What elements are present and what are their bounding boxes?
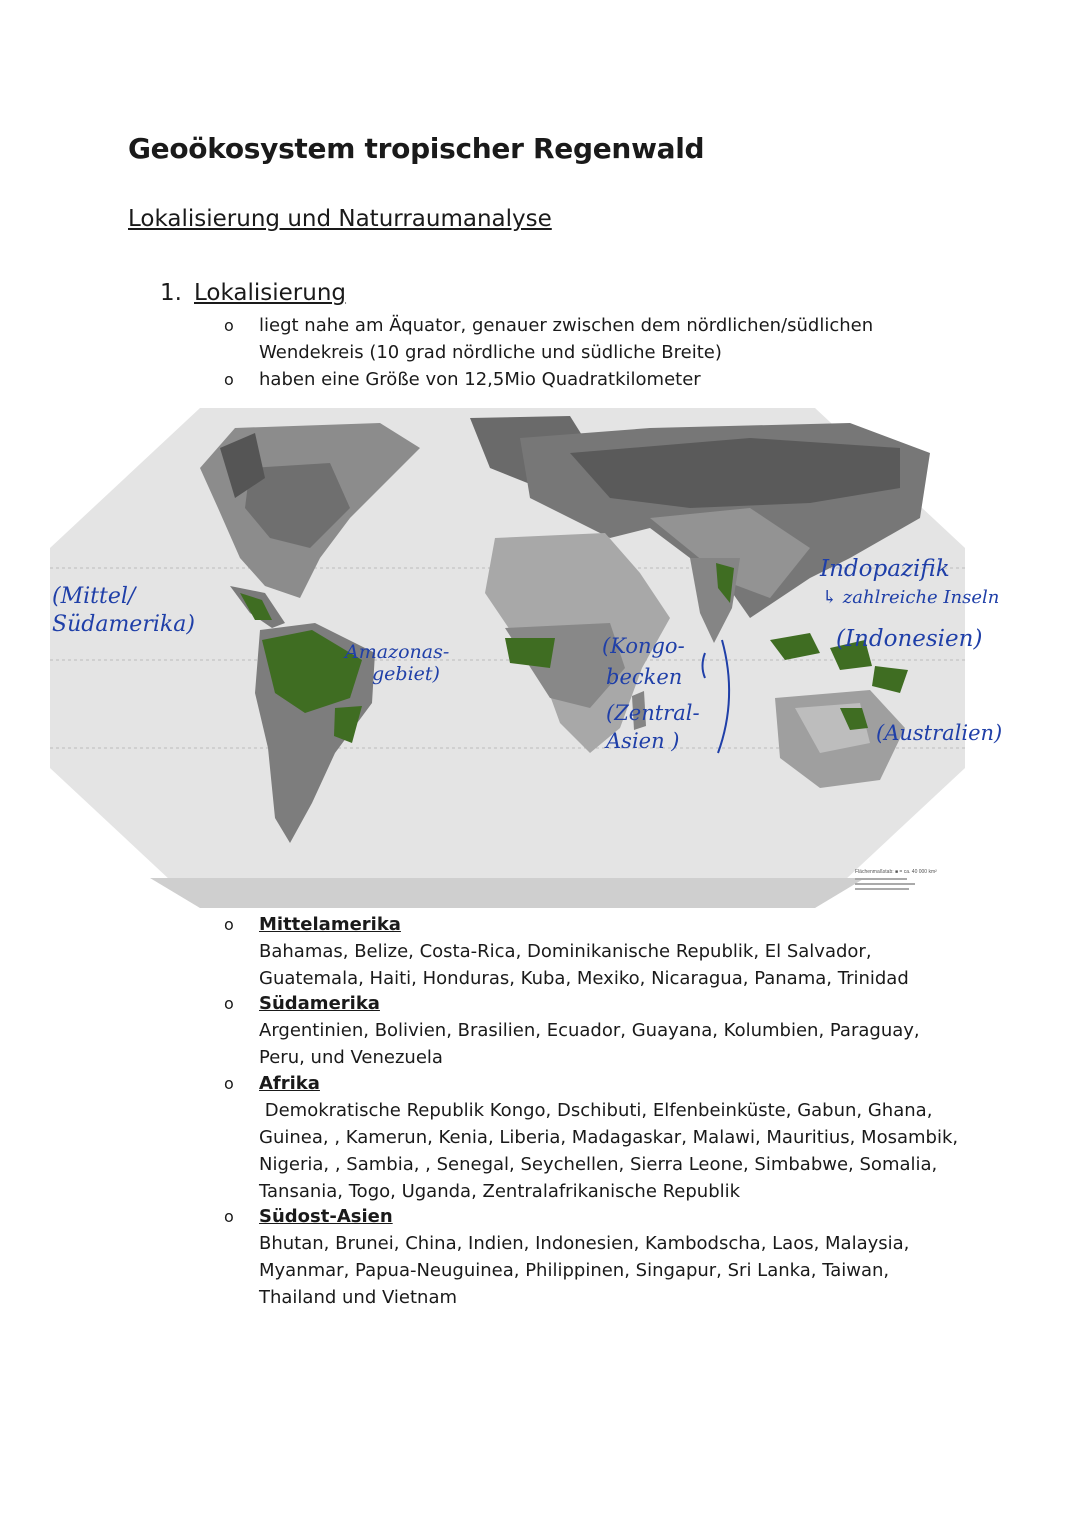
region-title: Südost-Asien bbox=[259, 1206, 393, 1227]
svg-text:Flächenmaßstab: ■ = ca. 40 000: Flächenmaßstab: ■ = ca. 40 000 km² bbox=[855, 869, 937, 875]
bullet-marker: o bbox=[224, 1074, 234, 1093]
intro-bullet-line: Wendekreis (10 grad nördliche und südliche Breite) bbox=[259, 342, 722, 363]
region-title: Afrika bbox=[259, 1073, 320, 1094]
map-scale-legend bbox=[855, 869, 937, 890]
region-countries-line: Bahamas, Belize, Costa-Rica, Dominikanische Republik, El Salvador, bbox=[259, 941, 872, 962]
annotation-gebiet: gebiet) bbox=[372, 663, 440, 685]
annotation-mittel: (Mittel/ bbox=[52, 584, 136, 609]
region-countries-line: Bhutan, Brunei, China, Indien, Indonesien, Kambodscha, Laos, Malaysia, bbox=[259, 1233, 910, 1254]
section-number: 1. bbox=[160, 280, 182, 306]
section-label: Lokalisierung bbox=[194, 280, 347, 306]
annotation-becken: becken bbox=[606, 665, 683, 689]
bullet-marker: o bbox=[224, 1207, 234, 1226]
bullet-marker: o bbox=[224, 915, 234, 934]
bullet-marker: o bbox=[224, 994, 234, 1013]
continent-antarctica bbox=[150, 878, 865, 908]
annotation-kongo: (Kongo- bbox=[602, 634, 685, 658]
annotation-inseln: ↳ zahlreiche Inseln bbox=[822, 587, 1000, 608]
document-subtitle: Lokalisierung und Naturraumanalyse bbox=[128, 206, 552, 232]
document-title: Geoökosystem tropischer Regenwald bbox=[128, 132, 705, 165]
intro-bullet-line: liegt nahe am Äquator, genauer zwischen dem nördlichen/südlichen bbox=[259, 315, 874, 336]
region-countries-line: Demokratische Republik Kongo, Dschibuti, Elfenbeinküste, Gabun, Ghana, bbox=[259, 1100, 933, 1121]
section-heading bbox=[160, 280, 346, 306]
region-countries-line: Nigeria, , Sambia, , Senegal, Seychellen, Sierra Leone, Simbabwe, Somalia, bbox=[259, 1154, 938, 1175]
region-countries-line: Argentinien, Bolivien, Brasilien, Ecuador, Guayana, Kolumbien, Paraguay, bbox=[259, 1020, 920, 1041]
region-countries-line: Tansania, Togo, Uganda, Zentralafrikanische Republik bbox=[259, 1181, 741, 1202]
annotation-indonesien: (Indonesien) bbox=[836, 626, 983, 652]
region-countries-line: Peru, und Venezuela bbox=[259, 1047, 443, 1068]
region-countries-line: Myanmar, Papua-Neuguinea, Philippinen, Singapur, Sri Lanka, Taiwan, bbox=[259, 1260, 890, 1281]
region-countries-line: Thailand und Vietnam bbox=[259, 1287, 458, 1308]
annotation-indopazifik: Indopazifik bbox=[820, 556, 950, 582]
bullet-marker: o bbox=[224, 370, 234, 389]
region-countries-line: Guinea, , Kamerun, Kenia, Liberia, Madagaskar, Malawi, Mauritius, Mosambik, bbox=[259, 1127, 959, 1148]
region-title: Mittelamerika bbox=[259, 914, 401, 935]
annotation-zentral: (Zentral- bbox=[606, 701, 700, 725]
bullet-marker: o bbox=[224, 316, 234, 335]
world-map bbox=[50, 408, 1003, 908]
intro-bullet-line: haben eine Größe von 12,5Mio Quadratkilometer bbox=[259, 369, 701, 390]
region-title: Südamerika bbox=[259, 993, 380, 1014]
annotation-australien: (Australien) bbox=[876, 721, 1003, 745]
annotation-amazonas: Amazonas- bbox=[345, 641, 450, 663]
region-countries-line: Guatemala, Haiti, Honduras, Kuba, Mexiko, Nicaragua, Panama, Trinidad bbox=[259, 968, 909, 989]
annotation-asien: Asien ) bbox=[606, 729, 680, 753]
annotation-suedamerika: Südamerika) bbox=[52, 612, 195, 637]
